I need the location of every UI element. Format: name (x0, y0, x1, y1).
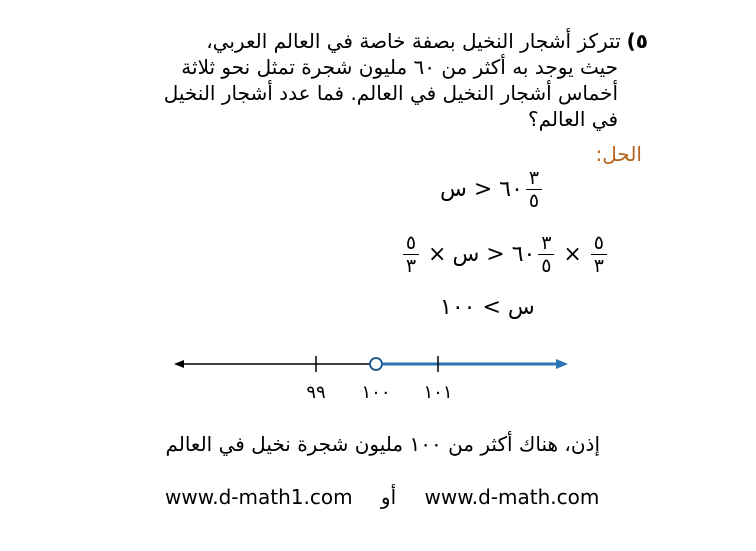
problem-number: ٥) (626, 29, 648, 53)
tick-label-99: ٩٩ (306, 382, 326, 403)
times-sign-2: × (563, 242, 582, 267)
left-arrow-icon (174, 360, 184, 368)
step1-fraction (526, 168, 542, 211)
website-links (165, 485, 599, 509)
problem-line-1: ٥)تتركز أشجار النخيل بصفة خاصة في العالم العربي، (206, 29, 648, 53)
step2-right-fraction: $\frac{٥}{٣}$ (591, 233, 607, 276)
step1-text: ٦٠ < س (440, 177, 523, 202)
links-separator: أو (380, 485, 397, 509)
problem-statement (88, 28, 648, 132)
times-sign: × (428, 242, 447, 267)
problem-line-2: حيث يوجد به أكثر من ٦٠ مليون شجرة تمثل نحو ثلاثة (181, 55, 618, 79)
tick-label-101: ١٠١ (423, 382, 453, 403)
number-line (160, 340, 580, 410)
equation-step-2 (400, 233, 610, 276)
step1-frac-den: ٥ (528, 190, 540, 212)
conclusion-text: إذن، هناك أكثر من ١٠٠ مليون شجرة نخيل في العالم (165, 432, 600, 456)
step2-left-fraction: $\frac{٥}{٣}$ (403, 233, 419, 276)
solution-label: الحل: (595, 142, 642, 166)
tick-label-100: ١٠٠ (361, 382, 391, 403)
equation-step-3 (440, 295, 535, 320)
right-arrow-icon (556, 359, 568, 369)
step1-frac-num: ٣ (528, 167, 540, 189)
link-d-math[interactable]: www.d-math.com (424, 485, 600, 509)
step2-middle: ٦٠ < س (452, 242, 536, 267)
link-d-math1[interactable]: www.d-math1.com (165, 485, 353, 509)
equation-step-1 (440, 168, 545, 211)
step2-mid-fraction: $\frac{٣}{٥}$ (538, 233, 554, 276)
problem-line-3: أخماس أشجار النخيل في العالم. فما عدد أشجار النخيل (163, 81, 618, 105)
problem-line-4: في العالم؟ (528, 107, 618, 131)
step3-text: س > ١٠٠ (440, 295, 535, 320)
